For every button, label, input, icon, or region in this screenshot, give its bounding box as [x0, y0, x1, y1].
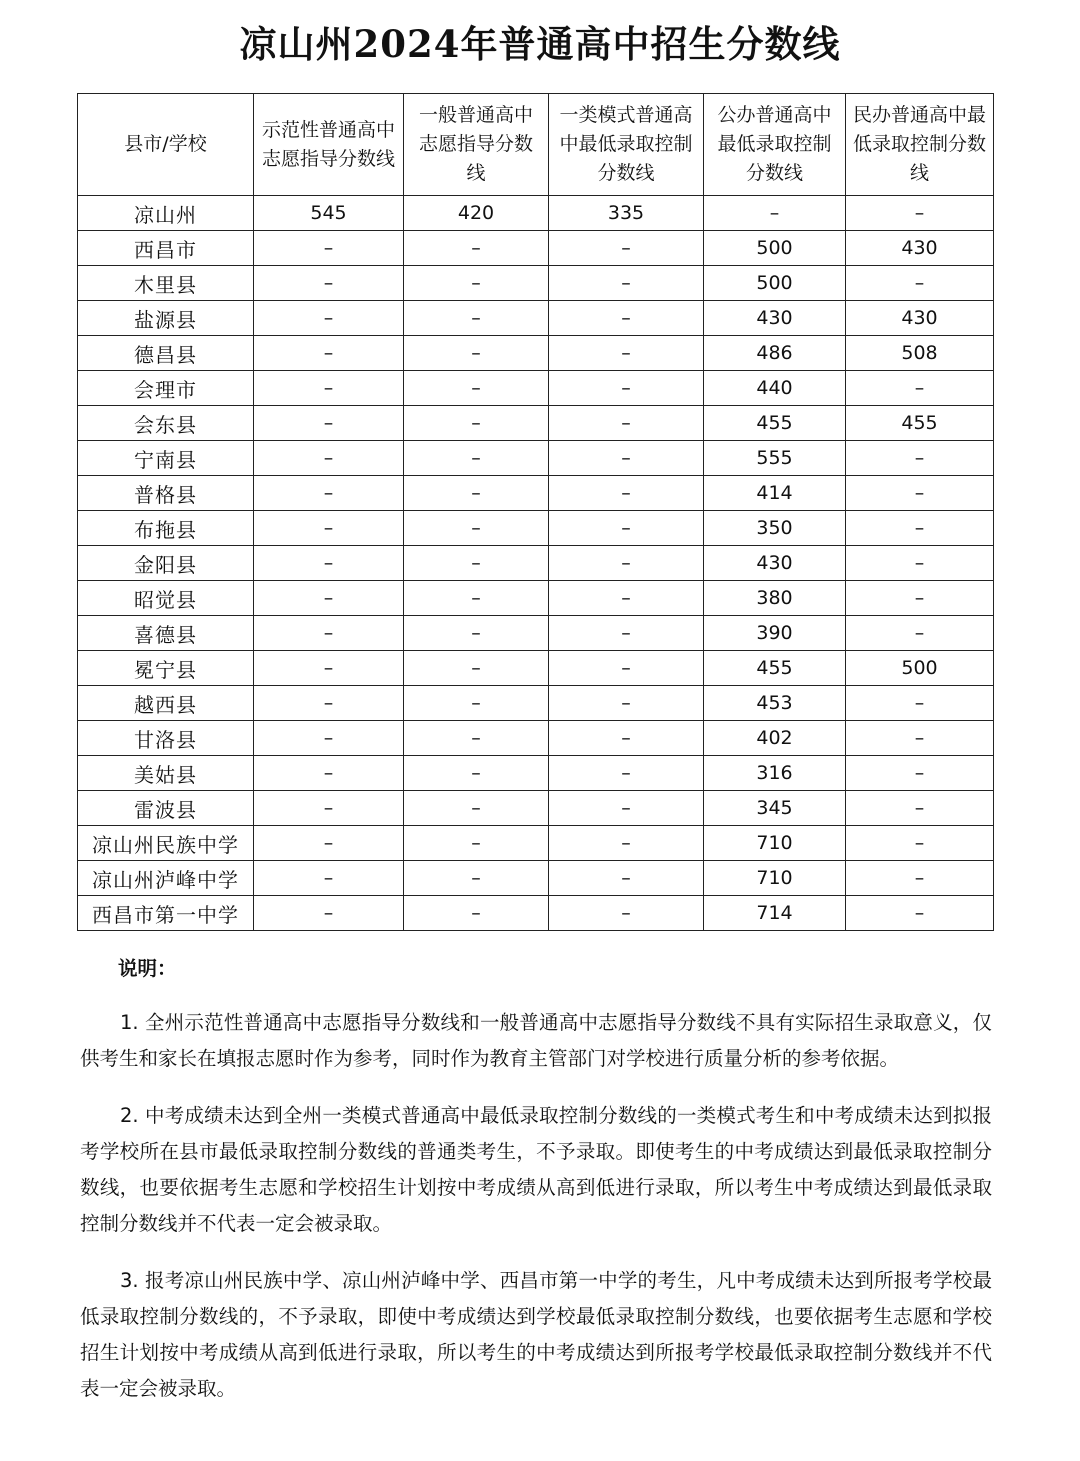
cell-private-min-line: – [846, 371, 994, 406]
cell-region-name: 普格县 [78, 476, 254, 511]
notes-heading: 说明： [118, 957, 177, 980]
cell-class-one-min-line: – [549, 721, 704, 756]
cell-private-min-line: 455 [846, 406, 994, 441]
cell-general-guide-line: – [404, 371, 549, 406]
cell-class-one-min-line: – [549, 441, 704, 476]
cell-region-name: 木里县 [78, 266, 254, 301]
cell-general-guide-line: – [404, 441, 549, 476]
cell-private-min-line: – [846, 266, 994, 301]
table-row [78, 266, 994, 301]
cell-general-guide-line: – [404, 406, 549, 441]
cell-model-guide-line: – [254, 756, 404, 791]
cell-private-min-line: – [846, 686, 994, 721]
cell-model-guide-line: – [254, 791, 404, 826]
cell-private-min-line: 430 [846, 301, 994, 336]
cell-private-min-line: – [846, 476, 994, 511]
cell-region-name: 西昌市 [78, 231, 254, 266]
cell-model-guide-line: – [254, 686, 404, 721]
cell-private-min-line: 508 [846, 336, 994, 371]
notes-section [80, 955, 992, 1407]
table-row [78, 861, 994, 896]
cell-private-min-line: – [846, 756, 994, 791]
cell-region-name: 西昌市第一中学 [78, 896, 254, 931]
table-row [78, 546, 994, 581]
table-row [78, 651, 994, 686]
cell-general-guide-line: – [404, 616, 549, 651]
cell-class-one-min-line: – [549, 686, 704, 721]
cell-public-min-line: 453 [704, 686, 846, 721]
cell-class-one-min-line: – [549, 651, 704, 686]
cell-model-guide-line: – [254, 406, 404, 441]
cell-general-guide-line: – [404, 476, 549, 511]
cell-private-min-line: – [846, 511, 994, 546]
cell-public-min-line: 486 [704, 336, 846, 371]
cell-general-guide-line: – [404, 756, 549, 791]
cell-class-one-min-line: – [549, 581, 704, 616]
table-row [78, 511, 994, 546]
cell-region-name: 凉山州泸峰中学 [78, 861, 254, 896]
cell-region-name: 宁南县 [78, 441, 254, 476]
cell-region-name: 凉山州民族中学 [78, 826, 254, 861]
cell-class-one-min-line: – [549, 336, 704, 371]
cell-private-min-line: – [846, 896, 994, 931]
table-row [78, 196, 994, 231]
cell-public-min-line: – [704, 196, 846, 231]
cell-general-guide-line: – [404, 546, 549, 581]
cell-class-one-min-line: – [549, 371, 704, 406]
cell-region-name: 凉山州 [78, 196, 254, 231]
cell-model-guide-line: – [254, 861, 404, 896]
table-row [78, 301, 994, 336]
table-row [78, 441, 994, 476]
cell-region-name: 冕宁县 [78, 651, 254, 686]
cell-public-min-line: 500 [704, 231, 846, 266]
cell-general-guide-line: – [404, 231, 549, 266]
cell-private-min-line: 430 [846, 231, 994, 266]
cell-model-guide-line: – [254, 336, 404, 371]
cell-general-guide-line: – [404, 686, 549, 721]
table-row [78, 756, 994, 791]
cell-region-name: 盐源县 [78, 301, 254, 336]
header-public-min-line: 公办普通高中最低录取控制分数线 [704, 94, 846, 196]
cell-model-guide-line: – [254, 616, 404, 651]
table-row [78, 686, 994, 721]
header-private-min-line: 民办普通高中最低录取控制分数线 [846, 94, 994, 196]
cell-public-min-line: 455 [704, 651, 846, 686]
cell-region-name: 美姑县 [78, 756, 254, 791]
cell-general-guide-line: – [404, 721, 549, 756]
cell-model-guide-line: – [254, 826, 404, 861]
cell-class-one-min-line: – [549, 756, 704, 791]
cell-model-guide-line: 545 [254, 196, 404, 231]
table-row [78, 721, 994, 756]
cell-general-guide-line: 420 [404, 196, 549, 231]
cell-class-one-min-line: – [549, 511, 704, 546]
cell-model-guide-line: – [254, 581, 404, 616]
cell-class-one-min-line: 335 [549, 196, 704, 231]
cell-region-name: 德昌县 [78, 336, 254, 371]
cell-public-min-line: 414 [704, 476, 846, 511]
note-item: 2. 中考成绩未达到全州一类模式普通高中最低录取控制分数线的一类模式考生和中考成绩未达到拟报考学校所在县市最低录取控制分数线的普通类考生，不予录取。即使考生的中考成绩达到最低录取控制分数线，也要依据考生志愿和学校招生计划按中考成绩从高到低进行录取，所以考生中考成绩达到最低录取控制分数线并不代表一定会被录取。 [80, 1104, 992, 1235]
cell-region-name: 雷波县 [78, 791, 254, 826]
cell-public-min-line: 500 [704, 266, 846, 301]
cell-model-guide-line: – [254, 721, 404, 756]
cell-general-guide-line: – [404, 266, 549, 301]
cell-model-guide-line: – [254, 511, 404, 546]
cell-region-name: 喜德县 [78, 616, 254, 651]
table-row [78, 896, 994, 931]
cell-general-guide-line: – [404, 511, 549, 546]
note-item: 3. 报考凉山州民族中学、凉山州泸峰中学、西昌市第一中学的考生，凡中考成绩未达到所报考学校最低录取控制分数线的，不予录取，即使中考成绩达到学校最低录取控制分数线，也要依据考生志愿和学校招生计划按中考成绩从高到低进行录取，所以考生的中考成绩达到所报考学校最低录取控制分数线并不代表一定会被录取。 [80, 1269, 992, 1400]
cell-public-min-line: 350 [704, 511, 846, 546]
cell-class-one-min-line: – [549, 266, 704, 301]
note-item: 1. 全州示范性普通高中志愿指导分数线和一般普通高中志愿指导分数线不具有实际招生录取意义，仅供考生和家长在填报志愿时作为参考，同时作为教育主管部门对学校进行质量分析的参考依据。 [80, 1011, 992, 1070]
cell-public-min-line: 455 [704, 406, 846, 441]
cell-class-one-min-line: – [549, 546, 704, 581]
cell-class-one-min-line: – [549, 826, 704, 861]
table-row [78, 406, 994, 441]
cell-model-guide-line: – [254, 301, 404, 336]
cell-class-one-min-line: – [549, 791, 704, 826]
cell-public-min-line: 714 [704, 896, 846, 931]
cell-general-guide-line: – [404, 651, 549, 686]
cell-private-min-line: 500 [846, 651, 994, 686]
header-model-guide-line: 示范性普通高中志愿指导分数线 [254, 94, 404, 196]
cell-private-min-line: – [846, 826, 994, 861]
cell-class-one-min-line: – [549, 861, 704, 896]
cell-general-guide-line: – [404, 336, 549, 371]
cell-private-min-line: – [846, 861, 994, 896]
cell-public-min-line: 430 [704, 301, 846, 336]
cell-class-one-min-line: – [549, 616, 704, 651]
cell-region-name: 布拖县 [78, 511, 254, 546]
cell-region-name: 甘洛县 [78, 721, 254, 756]
cell-general-guide-line: – [404, 301, 549, 336]
table-body [78, 196, 994, 931]
cell-model-guide-line: – [254, 371, 404, 406]
cell-class-one-min-line: – [549, 896, 704, 931]
table-header-row [78, 94, 994, 196]
cell-region-name: 会理市 [78, 371, 254, 406]
cell-public-min-line: 555 [704, 441, 846, 476]
cell-private-min-line: – [846, 196, 994, 231]
cell-general-guide-line: – [404, 791, 549, 826]
cell-public-min-line: 380 [704, 581, 846, 616]
cell-private-min-line: – [846, 546, 994, 581]
cell-public-min-line: 440 [704, 371, 846, 406]
cell-general-guide-line: – [404, 826, 549, 861]
cell-region-name: 昭觉县 [78, 581, 254, 616]
cell-public-min-line: 430 [704, 546, 846, 581]
cell-private-min-line: – [846, 581, 994, 616]
table-row [78, 336, 994, 371]
table-row [78, 581, 994, 616]
cell-public-min-line: 710 [704, 826, 846, 861]
cell-private-min-line: – [846, 616, 994, 651]
cell-public-min-line: 390 [704, 616, 846, 651]
score-table [77, 93, 994, 931]
cell-model-guide-line: – [254, 441, 404, 476]
page-title: 凉山州2024年普通高中招生分数线 [239, 22, 841, 66]
table-row [78, 826, 994, 861]
cell-public-min-line: 316 [704, 756, 846, 791]
header-class-one-min-line: 一类模式普通高中最低录取控制分数线 [549, 94, 704, 196]
table-row [78, 476, 994, 511]
table-row [78, 616, 994, 651]
cell-model-guide-line: – [254, 266, 404, 301]
cell-class-one-min-line: – [549, 406, 704, 441]
cell-model-guide-line: – [254, 896, 404, 931]
table-row [78, 791, 994, 826]
cell-general-guide-line: – [404, 861, 549, 896]
table-row [78, 371, 994, 406]
cell-model-guide-line: – [254, 546, 404, 581]
cell-public-min-line: 345 [704, 791, 846, 826]
table-row [78, 231, 994, 266]
cell-general-guide-line: – [404, 581, 549, 616]
cell-public-min-line: 710 [704, 861, 846, 896]
cell-private-min-line: – [846, 791, 994, 826]
cell-class-one-min-line: – [549, 476, 704, 511]
cell-class-one-min-line: – [549, 301, 704, 336]
cell-model-guide-line: – [254, 651, 404, 686]
cell-public-min-line: 402 [704, 721, 846, 756]
cell-class-one-min-line: – [549, 231, 704, 266]
cell-region-name: 会东县 [78, 406, 254, 441]
cell-region-name: 越西县 [78, 686, 254, 721]
cell-private-min-line: – [846, 441, 994, 476]
header-region: 县市/学校 [78, 94, 254, 196]
cell-private-min-line: – [846, 721, 994, 756]
cell-region-name: 金阳县 [78, 546, 254, 581]
cell-general-guide-line: – [404, 896, 549, 931]
cell-model-guide-line: – [254, 476, 404, 511]
header-general-guide-line: 一般普通高中志愿指导分数线 [404, 94, 549, 196]
cell-model-guide-line: – [254, 231, 404, 266]
